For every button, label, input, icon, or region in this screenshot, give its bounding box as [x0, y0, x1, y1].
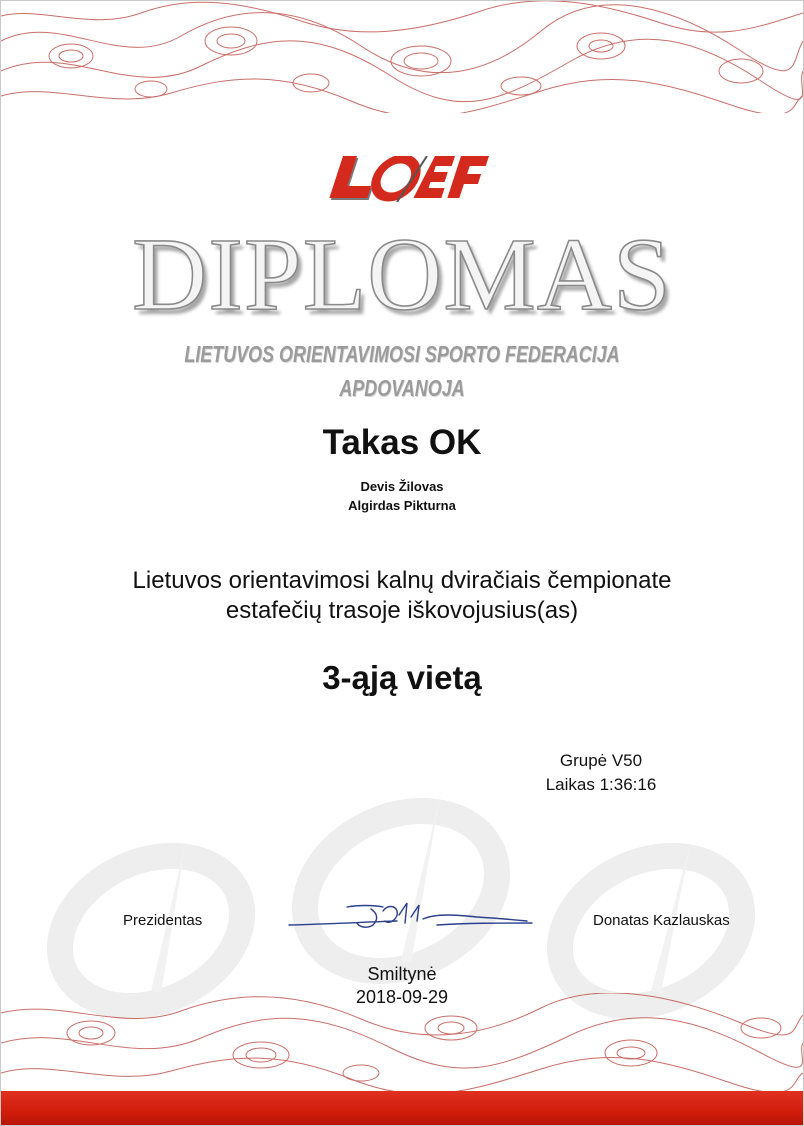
event-line: Lietuvos orientavimosi kalnų dviračiais čempionate	[132, 567, 672, 594]
federation-awards: APDOVANOJA	[339, 375, 465, 401]
president-signature	[287, 897, 537, 933]
team-member: Algirdas Pikturna	[348, 498, 456, 513]
signatory-name: Donatas Kazlauskas	[593, 912, 730, 929]
issue-location: Smiltynė	[367, 964, 437, 984]
event-description	[1, 566, 803, 626]
signatory-role: Prezidentas	[123, 912, 203, 929]
losf-logo	[323, 156, 489, 202]
team-name: Takas OK	[322, 423, 482, 462]
top-contour-band	[1, 1, 803, 113]
diploma-title: DIPLOMAS	[132, 217, 672, 332]
bottom-red-bar	[1, 1091, 803, 1125]
federation-text	[89, 337, 715, 405]
issue-date: 2018-09-29	[355, 987, 449, 1007]
issue-details	[1, 963, 803, 1009]
event-line: estafečių trasoje iškovojusius(as)	[225, 597, 579, 624]
team-member: Devis Žilovas	[360, 479, 444, 494]
federation-name: LIETUVOS ORIENTAVIMOSI SPORTO FEDERACIJA	[184, 341, 620, 367]
place-award: 3-ąją vietą	[322, 659, 482, 696]
result-time: Laikas 1:36:16	[545, 775, 657, 794]
result-group: Grupė V50	[559, 751, 643, 770]
